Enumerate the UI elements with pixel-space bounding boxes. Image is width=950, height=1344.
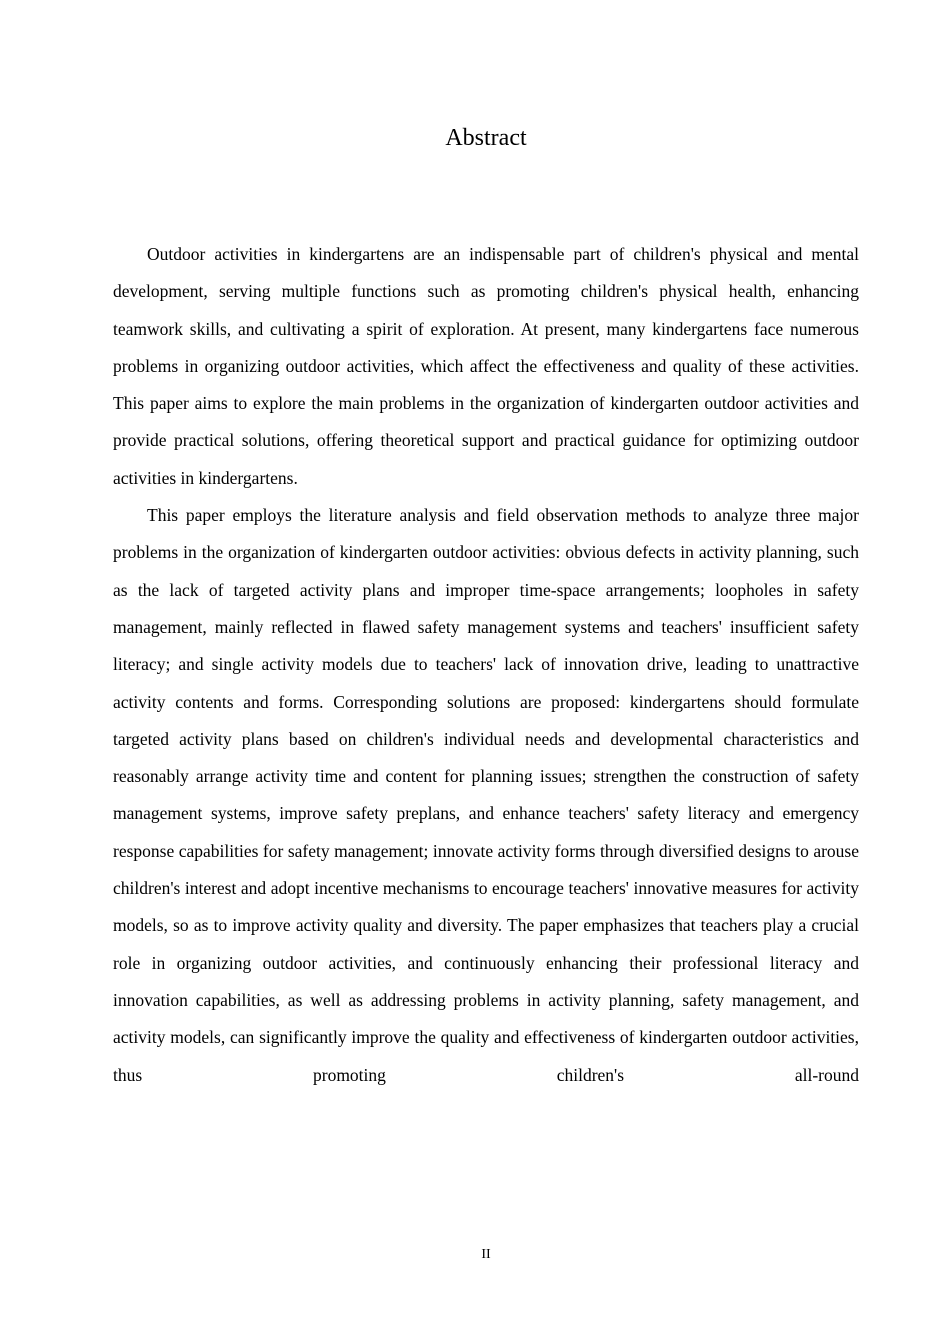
page-title: Abstract [445, 125, 527, 151]
abstract-paragraph-1: Outdoor activities in kindergartens are an indispensable part of children's physical and mental development, serving multiple functions such as promoting children's physical health, enhancing teamwork skills, and cultivating a spirit of exploration. At present, many kindergartens face numerous problems in organizing outdoor activities, which affect the effectiveness and quality of these activities. This paper aims to explore the main problems in the organization of kindergarten outdoor activities and provide practical solutions, offering theoretical support and practical guidance for optimizing outdoor activities in kindergartens. [113, 244, 859, 488]
abstract-paragraph-2: This paper employs the literature analysis and field observation methods to analyze three major problems in the organization of kindergarten outdoor activities: obvious defects in activity planning, such as the lack of targeted activity plans and improper time-space arrangements; loopholes in safety management, mainly reflected in flawed safety management systems and teachers' insufficient safety literacy; and single activity models due to teachers' lack of innovation drive, leading to unattractive activity contents and forms. Corresponding solutions are proposed: kindergartens should formulate targeted activity plans based on children's individual needs and developmental characteristics and reasonably arrange activity time and content for planning issues; strengthen the construction of safety management systems, improve safety preplans, and enhance teachers' safety literacy and emergency response capabilities for safety management; innovate activity forms through diversified designs to arouse children's interest and adopt incentive mechanisms to encourage teachers' innovative measures for activity models, so as to improve activity quality and diversity. The paper emphasizes that teachers play a crucial role in organizing outdoor activities, and continuously enhancing their professional literacy and innovation capabilities, as well as addressing problems in activity planning, safety management, and activity models, can significantly improve the quality and effectiveness of kindergarten outdoor activities, thus promoting children's all-round [113, 505, 859, 1085]
abstract-body [113, 236, 859, 1094]
page-number: II [481, 1247, 491, 1262]
